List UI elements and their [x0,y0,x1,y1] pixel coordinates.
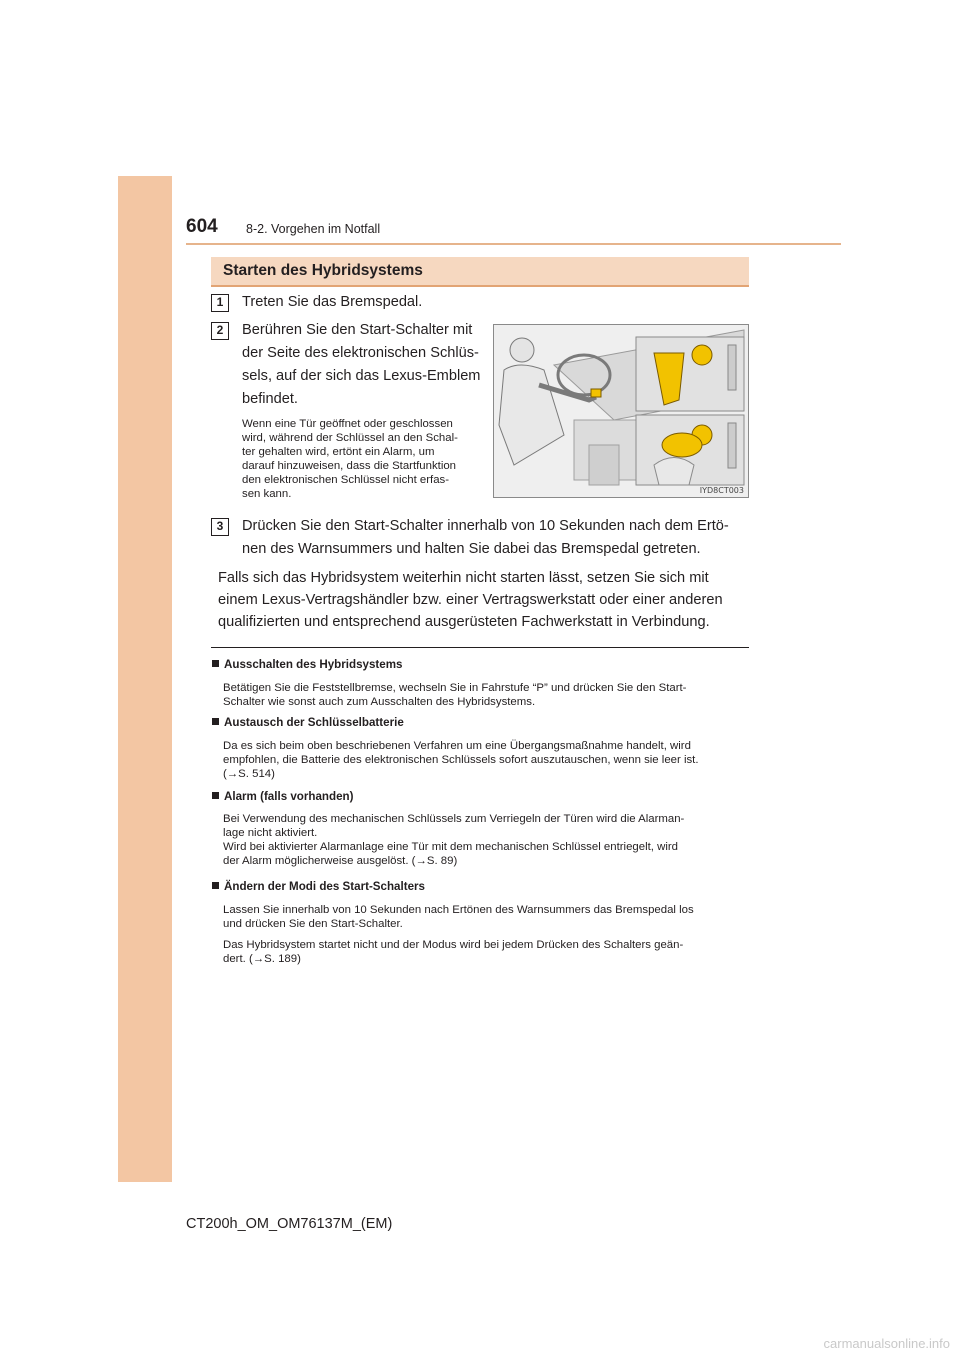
section-title: Starten des Hybridsystems [223,262,423,279]
figure-caption: IYD8CT003 [699,486,744,495]
step-3-text: Drücken Sie den Start-Schalter innerhalb von 10 Sekunden nach dem Ertö- nen des Warnsummers und halten Sie dabei das Bremspedal getreten. [242,518,729,557]
note-3-title: Alarm (falls vorhanden) [212,790,354,803]
note-2-body: Da es sich beim oben beschriebenen Verfahren um eine Übergangsmaßnahme handelt, wird empfohlen, die Batterie des elektronischen Schlüssels sofort auszutauschen, wenn sie leer ist. (→S. 514) [223,740,699,780]
step-3-badge: 3 [211,518,229,536]
driver-key-illustration [494,325,748,497]
note-4-body: Lassen Sie innerhalb von 10 Sekunden nach Ertönen des Warnsummers das Bremspedal los und drücken Sie den Start-Schalter. Das Hybridsystem startet nicht und der Modus wird bei jedem Drücken des Schalters geän- dert. (→S. 189) [223,904,694,965]
bullet-square-icon [212,718,219,725]
chapter-title: 8-2. Vorgehen im Notfall [246,222,381,236]
bullet-square-icon [212,660,219,667]
start-switch-illustration [493,324,749,498]
section-header [211,257,749,287]
step-2-text: Berühren Sie den Start-Schalter mit der Seite des elektronischen Schlüs- sels, auf der sich das Lexus-Emblem befindet. [242,322,481,407]
bullet-square-icon [212,882,219,889]
step-1-badge: 1 [211,294,229,312]
side-band [118,176,172,1182]
note-1-body: Betätigen Sie die Feststellbremse, wechseln Sie in Fahrstufe “P” und drücken Sie den Start- Schalter wie sonst auch zum Ausschalten des Hybridsystems. [223,682,687,708]
step-2-badge: 2 [211,322,229,340]
bullet-square-icon [212,792,219,799]
header-rule [186,243,841,245]
document-code: CT200h_OM_OM76137M_(EM) [186,1216,393,1232]
step-2-note: Wenn eine Tür geöffnet oder geschlossen wird, während der Schlüssel an den Schal- ter gehalten wird, ertönt ein Alarm, um darauf hinzuweisen, dass die Startfunktion den elektronischen Schlüssel nicht erfas- sen kann. [242,418,458,500]
note-1-title: Ausschalten des Hybridsystems [212,658,403,671]
note-2-title: Austausch der Schlüsselbatterie [212,716,404,729]
note-4-title: Ändern der Modi des Start-Schalters [212,880,425,893]
note-3-body: Bei Verwendung des mechanischen Schlüssels zum Verriegeln der Türen wird die Alarman- lage nicht aktiviert. Wird bei aktivierter Alarmanlage eine Tür mit dem mechanischen Schlüssel entriegelt, wird der Alarm möglicherweise ausgelöst. (→S. 89) [223,813,685,867]
watermark: carmanualsonline.info [823,1336,950,1351]
fallback-paragraph: Falls sich das Hybridsystem weiterhin nicht starten lässt, setzen Sie sich mit einem Lexus-Vertragshändler bzw. einer Vertragswerkstatt oder einer anderen qualifizierten und entsprechend ausgerüsteten Fachwerkstatt in Verbindung. [218,570,723,630]
step-1-text: Treten Sie das Bremspedal. [242,294,423,310]
section-divider [211,647,749,648]
page-number: 604 [186,216,218,237]
